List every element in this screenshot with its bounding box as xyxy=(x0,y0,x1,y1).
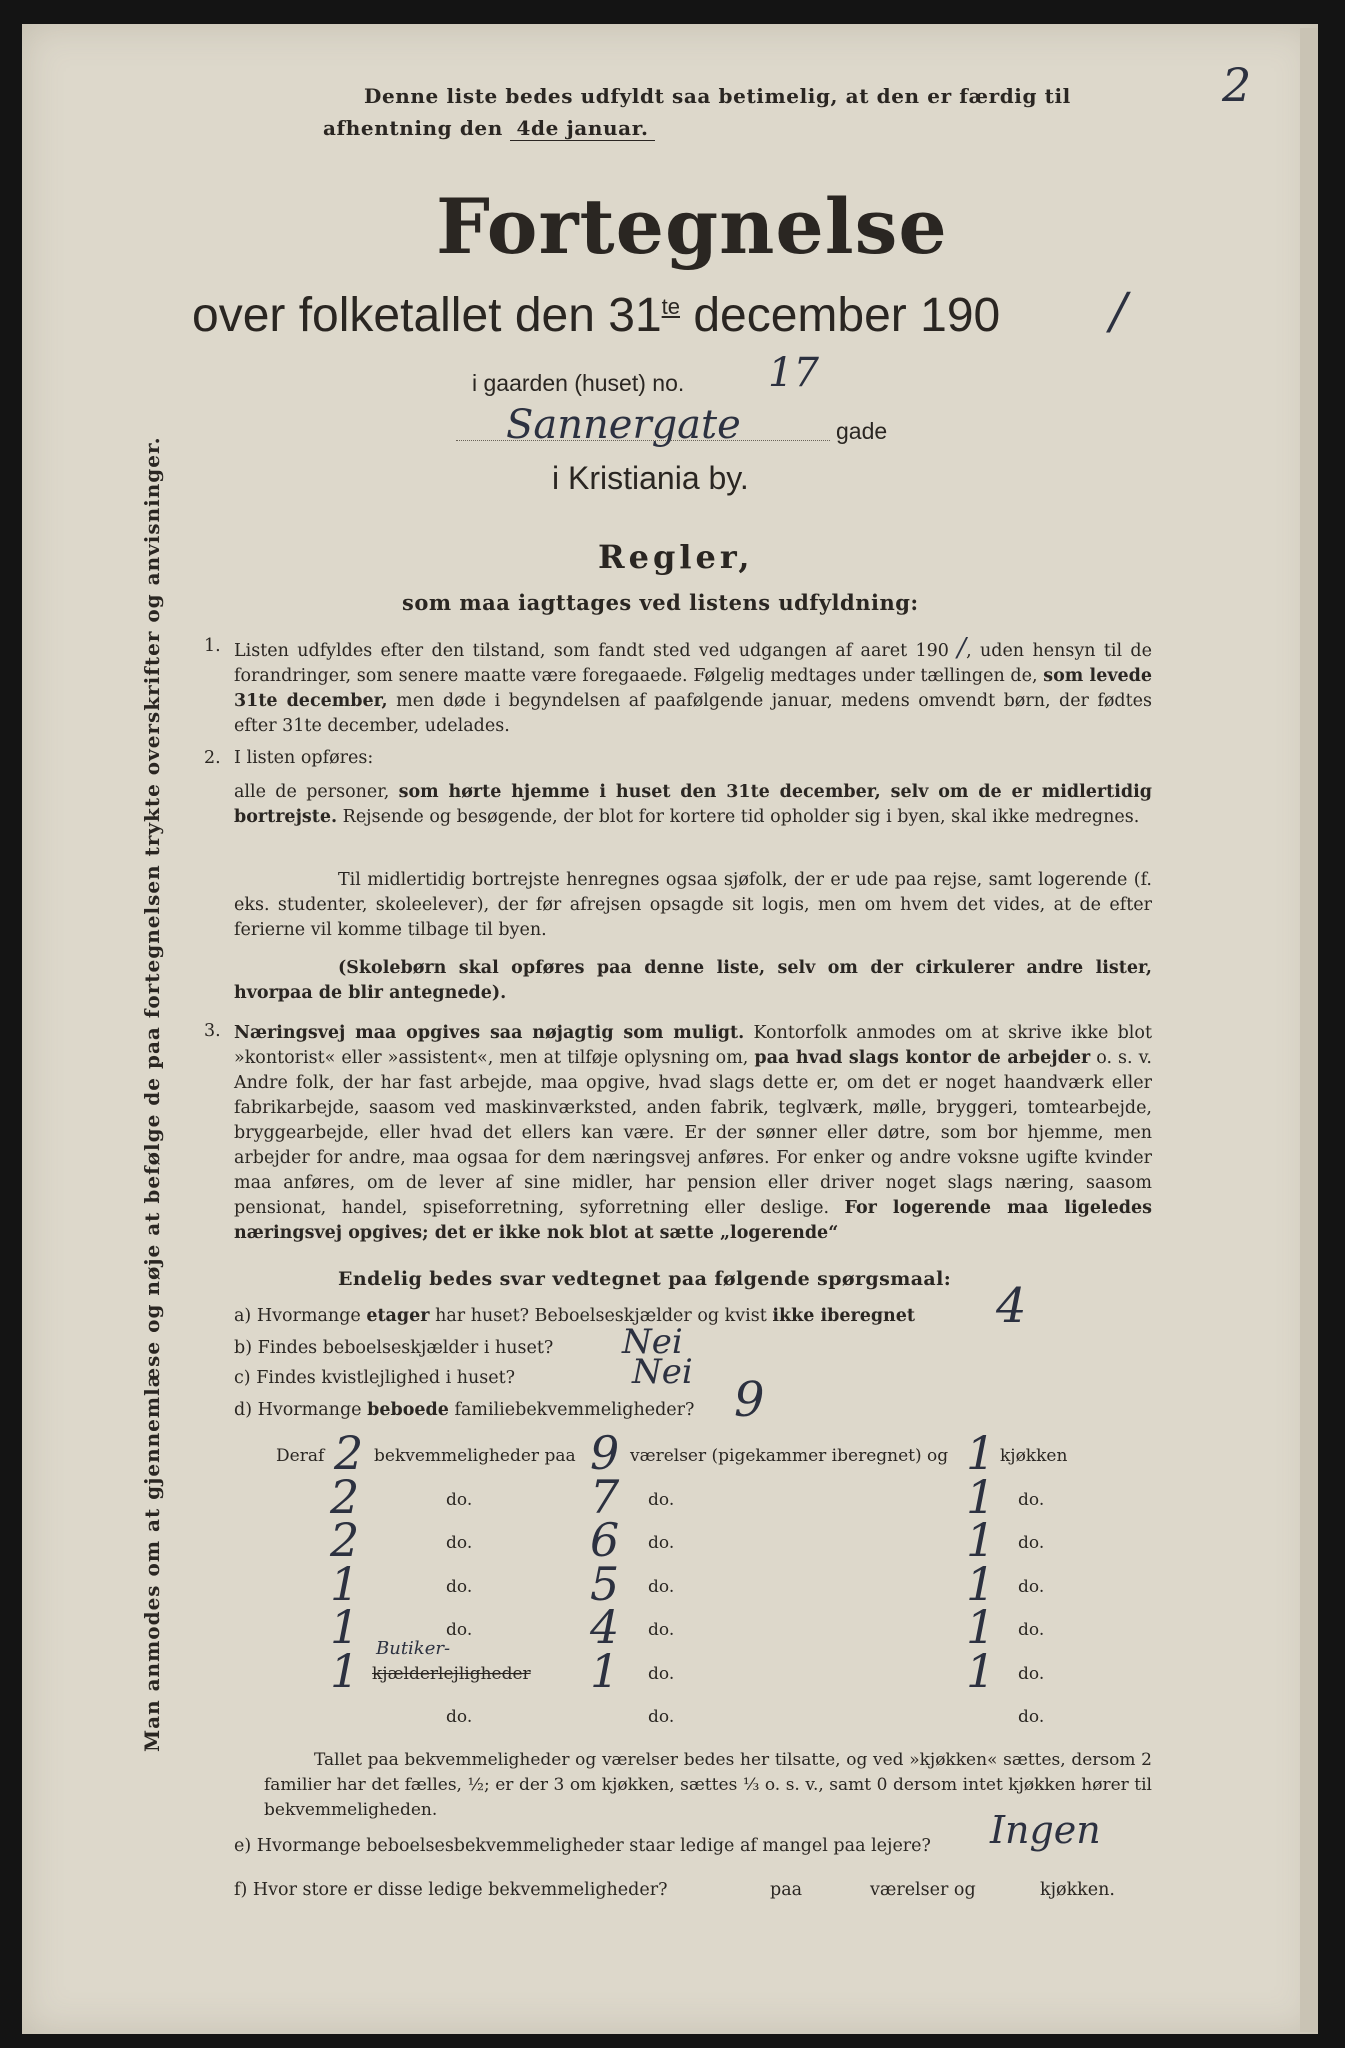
row-do-3: do. xyxy=(1018,1533,1045,1553)
row-rooms: 4 xyxy=(590,1600,620,1654)
row-count: 2 xyxy=(330,1470,360,1524)
question-e-label: e) xyxy=(234,1836,252,1856)
rule-2-text xyxy=(234,780,1152,830)
street-suffix: gade xyxy=(836,418,888,444)
row-do-3: do. xyxy=(1018,1620,1045,1640)
question-c-label: c) xyxy=(234,1368,251,1388)
row-rooms: 7 xyxy=(590,1470,620,1524)
rule-2-head: I listen opføres: xyxy=(234,748,374,768)
row-rooms: 5 xyxy=(590,1557,620,1611)
row-do-1: do. xyxy=(446,1533,473,1553)
question-d-text1: Hvormange xyxy=(257,1400,362,1420)
row-do-2: do. xyxy=(648,1577,675,1597)
question-e-text: Hvormange beboelsesbekvemmeligheder staar ledige af mangel paa lejere? xyxy=(256,1836,931,1856)
question-f xyxy=(234,1880,667,1900)
rule-1-a: Listen udfyldes efter den tilstand, som fandt sted ved udgangen af aaret 190 xyxy=(234,641,949,661)
street-name: Sannergate xyxy=(506,402,741,448)
subtitle-text: over folketallet den 31 xyxy=(192,289,662,342)
question-d-text2: familiebekvemmeligheder? xyxy=(454,1400,695,1420)
row-count: 1 xyxy=(330,1557,360,1611)
row-note: Butiker- xyxy=(376,1638,451,1659)
row-do-1: do. xyxy=(446,1490,473,1510)
rules-heading: Regler, xyxy=(598,538,754,576)
rule-1-text xyxy=(234,633,1152,739)
subtitle-year-digit: / xyxy=(1110,282,1127,340)
rule-3-b: Kontorfolk anmodes om at skrive ikke blot »kontorist« eller »assistent«, men at tilføje oplysning om, xyxy=(234,1023,1152,1068)
row-struck: kjælderlejligheder xyxy=(372,1664,531,1684)
question-b-label: b) xyxy=(234,1338,253,1358)
rule-3-text xyxy=(234,1021,1152,1246)
rule-2-a: alle de personer, xyxy=(234,782,390,802)
rule-2-b: som hørte hjemme i huset den 31te december, selv om de er midlertidig bortrejste. xyxy=(234,782,1152,827)
row-count: 2 xyxy=(334,1426,364,1480)
subtitle-rest: december 190 xyxy=(680,289,1001,342)
row-rooms: 9 xyxy=(590,1426,620,1480)
question-f-paa: paa xyxy=(770,1880,803,1900)
row-do-2: do. xyxy=(648,1707,675,1727)
page-title: Fortegnelse xyxy=(436,182,948,271)
question-f-kjok: kjøkken. xyxy=(1040,1880,1115,1900)
rule-3-e: For logerende maa ligeledes næringsvej opgives; det er ikke nok blot at sætte „logerende“ xyxy=(234,1198,1152,1243)
questions-heading: Endelig bedes svar vedtegnet paa følgende spørgsmaal: xyxy=(338,1268,952,1290)
row-do-2: do. xyxy=(648,1533,675,1553)
row-kitchen: 1 xyxy=(966,1644,996,1698)
subtitle-sup: te xyxy=(661,294,680,319)
row-do-3: do. xyxy=(1018,1664,1045,1684)
answer-a: 4 xyxy=(996,1278,1027,1334)
rule-2-p3: (Skolebørn skal opføres paa denne liste, selv om der cirkulerer andre lister, hvorpaa de blir antegnede). xyxy=(234,958,1152,1003)
intro-line-1: Denne liste bedes udfyldt saa betimelig, at den er færdig til xyxy=(364,84,1071,108)
question-c-text: Findes kvistlejlighed i huset? xyxy=(256,1368,516,1388)
row-do-3: do. xyxy=(1018,1707,1045,1727)
table-hdr-bek: bekvemmeligheder paa xyxy=(374,1446,576,1466)
intro-date: 4de januar. xyxy=(510,116,654,141)
row-count: 2 xyxy=(330,1513,360,1567)
question-c xyxy=(234,1368,515,1388)
page-number: 2 xyxy=(1222,58,1252,112)
question-a-text1: Hvormange xyxy=(256,1306,361,1326)
row-count: 1 xyxy=(330,1644,360,1698)
rule-1-year-digit: / xyxy=(957,633,967,663)
city: i Kristiania by. xyxy=(552,460,749,496)
gaard-number: 17 xyxy=(768,350,819,396)
intro-prefix: afhentning den xyxy=(323,116,503,140)
answer-e: Ingen xyxy=(990,1808,1101,1852)
row-kitchen: 1 xyxy=(966,1513,996,1567)
table-note: Tallet paa bekvemmeligheder og værelser bedes her tilsatte, og ved »kjøkken« sættes, dersom 2 familier har det fælles, ½; er der 3 om kjøkken, sættes ⅓ o. s. v., samt 0 dersom intet kjøkken hører til bekvemmeligheden. xyxy=(264,1750,1152,1820)
row-count: 1 xyxy=(330,1600,360,1654)
rule-2-number: 2. xyxy=(204,748,221,768)
rule-1-c: som levede 31te december, xyxy=(234,666,1152,711)
gaard-label: i gaarden (huset) no. xyxy=(472,370,685,396)
rule-3-a: Næringsvej maa opgives saa nøjagtig som muligt. xyxy=(234,1023,745,1043)
question-f-label: f) xyxy=(234,1880,248,1900)
rule-1-d: men døde i begyndelsen af paafølgende januar, medens omvendt børn, der fødtes efter 31te december, udelades. xyxy=(234,691,1152,736)
row-kitchen: 1 xyxy=(966,1557,996,1611)
question-d-bold: beboede xyxy=(367,1400,449,1420)
answer-c: Nei xyxy=(632,1352,693,1392)
question-a-label: a) xyxy=(234,1306,252,1326)
margin-note: Man anmodes om at gjennemlæse og nøje at befølge de paa fortegnelsen trykte overskrifter og anvisninger. xyxy=(140,436,164,1752)
table-hdr-kjok: kjøkken xyxy=(1000,1446,1068,1466)
row-rooms: 1 xyxy=(590,1644,620,1698)
rule-2-c: Rejsende og besøgende, der blot for kortere tid opholder sig i byen, skal ikke medregnes. xyxy=(342,807,1140,827)
question-e xyxy=(234,1836,931,1856)
sheet-edge xyxy=(1300,28,1318,2032)
rule-2-p2: Til midlertidig bortrejste henregnes ogsaa sjøfolk, der er ude paa rejse, samt logerende (f. eks. studenter, skoleelever), der før afrejsen opsagde sit logis, men om hvem det vides, at de efter ferierne vil komme tilbage til byen. xyxy=(234,870,1152,940)
question-a xyxy=(234,1306,915,1326)
rule-3-number: 3. xyxy=(204,1021,221,1041)
question-b-text: Findes beboelseskjælder i huset? xyxy=(257,1338,554,1358)
subtitle xyxy=(192,288,1000,343)
row-do-1: do. xyxy=(446,1707,473,1727)
rule-3-c: paa hvad slags kontor de arbejder xyxy=(754,1048,1091,1068)
question-a-bold2: ikke iberegnet xyxy=(772,1306,916,1326)
row-kitchen: 1 xyxy=(966,1470,996,1524)
question-d-label: d) xyxy=(234,1400,253,1420)
question-b xyxy=(234,1338,553,1358)
rule-1-b: , uden hensyn til de forandringer, som senere maatte være foregaaede. Følgelig medtages under tællingen de, xyxy=(234,641,1152,686)
question-a-bold: etager xyxy=(366,1306,430,1326)
question-d xyxy=(234,1400,694,1420)
intro-line-2 xyxy=(323,116,655,140)
row-kitchen: 1 xyxy=(966,1426,996,1480)
row-do-1: do. xyxy=(446,1620,473,1640)
table-deraf: Deraf xyxy=(276,1446,325,1466)
row-do-1: do. xyxy=(446,1577,473,1597)
row-do-3: do. xyxy=(1018,1490,1045,1510)
rule-1-number: 1. xyxy=(204,636,221,656)
row-rooms: 6 xyxy=(590,1513,620,1567)
row-kitchen: 1 xyxy=(966,1600,996,1654)
row-do-2: do. xyxy=(648,1490,675,1510)
table-hdr-vaer: værelser (pigekammer iberegnet) og xyxy=(630,1446,949,1466)
row-do-2: do. xyxy=(648,1620,675,1640)
question-f-vaer: værelser og xyxy=(870,1880,976,1900)
row-do-3: do. xyxy=(1018,1577,1045,1597)
rule-3-d: o. s. v. Andre folk, der har fast arbejde, maa opgive, hvad slags dette er, om det er noget haandværk eller fabrikarbejde, saasom ved maskinværksted, anden fabrik, teglværk, mølle, bryggeri, tomtearbejde, bryggearbejde, eller hvad det ellers kan være. Er der sønner eller døtre, som bor hjemme, men arbejder for andre, maa ogsaa for dem næringsvej anføres. For enker og andre voksne ugifte kvinder maa anføres, om de lever af sine midler, har pension eller driver noget slags næring, saasom pensionat, handel, spiseforretning, syforretning eller deslige. xyxy=(234,1048,1152,1218)
answer-d: 9 xyxy=(734,1372,765,1428)
rules-subheading: som maa iagttages ved listens udfyldning: xyxy=(402,590,919,615)
question-a-text2: har huset? Beboelseskjælder og kvist xyxy=(435,1306,767,1326)
row-do-2: do. xyxy=(648,1664,675,1684)
answer-b: Nei xyxy=(622,1322,683,1362)
question-f-text: Hvor store er disse ledige bekvemmeligheder? xyxy=(252,1880,668,1900)
